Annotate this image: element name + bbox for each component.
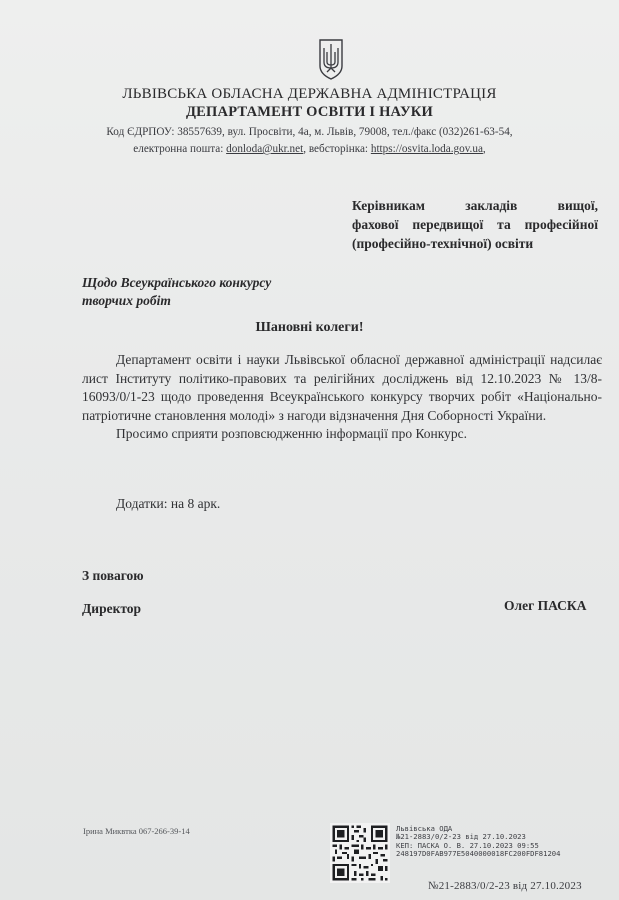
body-paragraph: Просимо сприяти розповсюдженню інформації про Конкурс. bbox=[116, 426, 467, 441]
contacts-line: Код ЄДРПОУ: 38557639, вул. Просвіти, 4а, м. Львів, 79008, тел./факс (032)261-63-54, bbox=[106, 126, 513, 138]
recipient-line: (професійно-технічної) освіти bbox=[352, 236, 534, 251]
esign-line: 248197D0FAB977E5040000018FC200FDF81204 bbox=[396, 849, 561, 859]
esign-line: №21-2883/0/2-23 від 27.10.2023 bbox=[396, 832, 526, 842]
recipient-line: Керівникам закладів вищої, bbox=[352, 198, 598, 213]
subject-line: творчих робіт bbox=[82, 293, 171, 308]
contacts-online: електронна пошта: donloda@ukr.net, вебсторінка: https://osvita.loda.gov.ua, bbox=[133, 143, 486, 155]
department-name: ДЕПАРТАМЕНТ ОСВІТИ І НАУКИ bbox=[186, 104, 433, 120]
website-link[interactable]: https://osvita.loda.gov.ua bbox=[370, 143, 483, 155]
esign-line: КЕП: ПАСКА О. В. 27.10.2023 09:55 bbox=[396, 840, 539, 850]
coat-of-arms-trident-icon bbox=[318, 38, 344, 80]
signer-name: Олег ПАСКА bbox=[504, 598, 587, 613]
recipient-block bbox=[352, 196, 598, 253]
closing-regards: З повагою bbox=[82, 568, 144, 583]
recipient-line: фахової передвищої та професійної bbox=[352, 217, 598, 232]
subject-line: Щодо Всеукраїнського конкурсу bbox=[82, 275, 272, 290]
executor-contact: Ірина Миквтка 067-266-39-14 bbox=[83, 826, 190, 836]
organization-name: ЛЬВІВСЬКА ОБЛАСНА ДЕРЖАВНА АДМІНІСТРАЦІЯ bbox=[122, 86, 497, 102]
signer-role: Директор bbox=[82, 601, 142, 616]
registration-number: №21-2883/0/2-23 від 27.10.2023 bbox=[428, 880, 582, 892]
attachments-note: Додатки: на 8 арк. bbox=[116, 496, 221, 511]
greeting: Шановні колеги! bbox=[255, 320, 364, 335]
letter-body bbox=[82, 351, 602, 444]
email-label: електронна пошта: bbox=[133, 143, 224, 155]
website-label: вебсторінка: bbox=[308, 143, 369, 155]
electronic-signature-stamp bbox=[396, 825, 560, 859]
email-link[interactable]: donloda@ukr.net bbox=[226, 143, 304, 155]
body-paragraph: Департамент освіти і науки Львівської обласної державної адміністрації надсилає лист Інституту політико-правових та релігійних досліджень від 12.10.2023 № 13/8-16093/0/1-23 щодо проведення Всеукраїнського конкурсу творчих робіт «Національно-патріотичне становлення молоді» з нагоди відзначення Дня Соборності України. bbox=[82, 352, 602, 423]
esign-line: Львівська ОДА bbox=[396, 824, 453, 833]
qr-code-icon bbox=[330, 823, 390, 883]
subject-block bbox=[82, 274, 322, 310]
